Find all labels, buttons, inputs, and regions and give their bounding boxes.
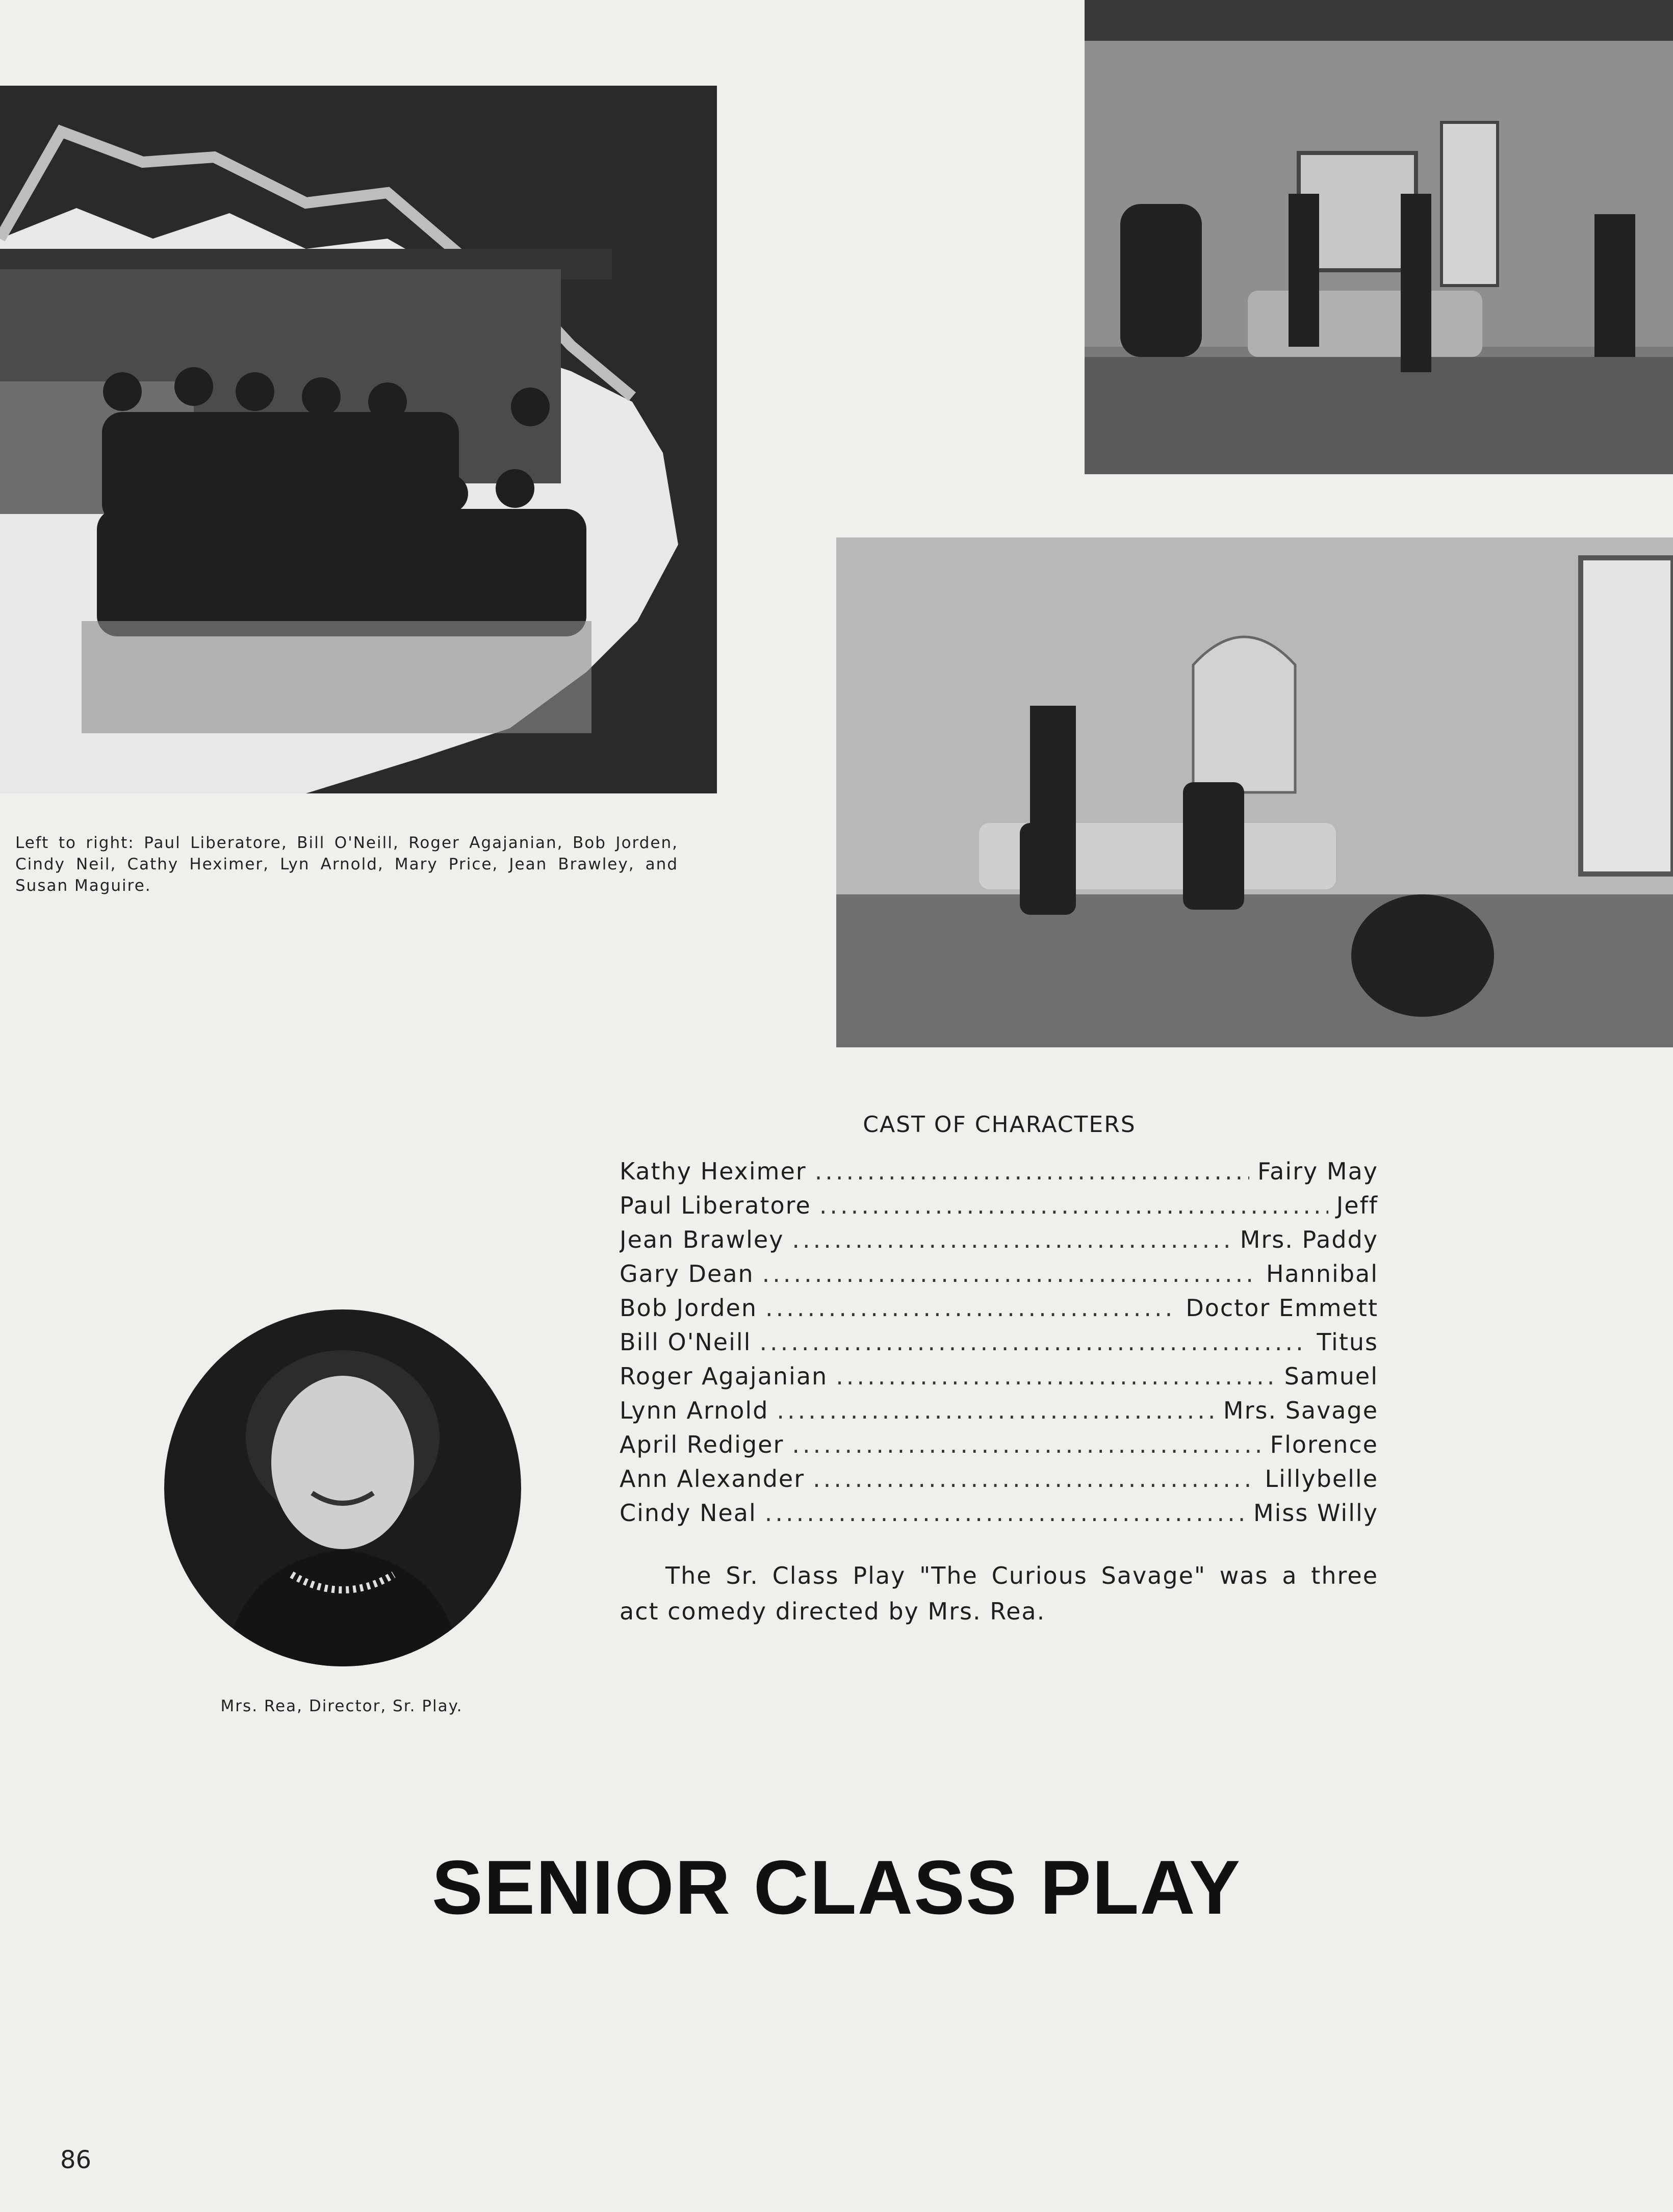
role-name: Mrs. Paddy [1240,1226,1378,1253]
cast-row [620,1397,1378,1431]
group-photo-caption: Left to right: Paul Liberatore, Bill O'Neill, Roger Agajanian, Bob Jorden, Cindy Neil, Cathy Heximer, Lyn Arnold, Mary Price, Jean Brawley, and Susan Maguire. [15,834,678,895]
role-name: Miss Willy [1253,1499,1378,1527]
role-name: Florence [1270,1431,1378,1458]
cast-row [620,1226,1378,1260]
play-description: The Sr. Class Play "The Curious Savage" was a three act comedy directed by Mrs. Rea. [620,1562,1378,1625]
portrait-caption: Mrs. Rea, Director, Sr. Play. [220,1697,463,1715]
cast-row [620,1192,1378,1226]
page-number: 86 [60,2146,92,2174]
actor-name: Kathy Heximer [620,1158,807,1185]
actor-name: Bill O'Neill [620,1328,752,1356]
actor-name: Gary Dean [620,1260,754,1288]
actor-name: Bob Jorden [620,1294,757,1322]
role-name: Fairy May [1257,1158,1378,1185]
actor-name: Paul Liberatore [620,1192,811,1219]
role-name: Hannibal [1266,1260,1378,1288]
director-portrait [164,1309,521,1666]
actor-name: Cindy Neal [620,1499,757,1527]
cast-row [620,1362,1378,1397]
actor-name: Roger Agajanian [620,1362,828,1390]
cast-row [620,1294,1378,1328]
role-name: Doctor Emmett [1186,1294,1378,1322]
role-name: Lillybelle [1265,1465,1378,1493]
actor-name: Ann Alexander [620,1465,805,1493]
group-photo [0,86,717,793]
actor-name: April Rediger [620,1431,784,1458]
page-title: SENIOR CLASS PLAY [431,1844,1242,1930]
stage-photo-middle [836,537,1673,1047]
role-name: Jeff [1336,1192,1378,1219]
cast-row [620,1328,1378,1362]
cast-row [620,1260,1378,1294]
role-name: Mrs. Savage [1223,1397,1378,1424]
role-name: Samuel [1284,1362,1378,1390]
cast-row [620,1158,1378,1192]
actor-name: Jean Brawley [620,1226,784,1253]
stage-photo-top [1085,0,1673,474]
role-name: Titus [1317,1328,1378,1356]
cast-row [620,1431,1378,1465]
actor-name: Lynn Arnold [620,1397,769,1424]
cast-row [620,1499,1378,1533]
cast-list [620,1158,1378,1533]
cast-heading: CAST OF CHARACTERS [863,1112,1136,1138]
cast-row [620,1465,1378,1499]
